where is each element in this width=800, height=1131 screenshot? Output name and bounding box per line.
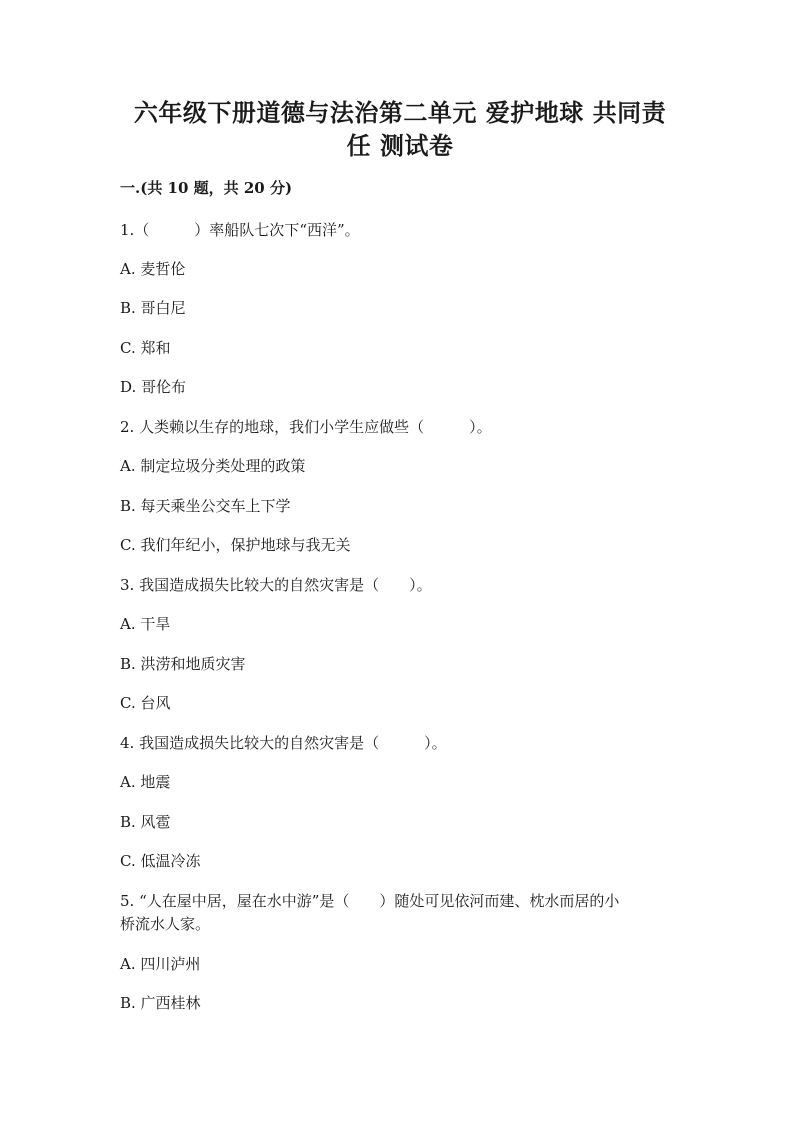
question-3-option-c: C. 台风 [120, 694, 171, 712]
question-5-option-b: B. 广西桂林 [120, 994, 201, 1012]
question-1-option-d: D. 哥伦布 [120, 378, 187, 396]
question-3-option-a: A. 干旱 [120, 615, 171, 633]
question-5-stem-line-1: 5. “人在屋中居，屋在水中游”是（ ）随处可见依河而建、枕水而居的小 [120, 892, 620, 910]
document-title-line-1: 六年级下册道德与法治第二单元 爱护地球 共同责 [133, 98, 667, 127]
question-2-option-a: A. 制定垃圾分类处理的政策 [120, 457, 306, 475]
question-1-option-a: A. 麦哲伦 [120, 260, 186, 278]
question-4-option-a: A. 地震 [120, 773, 171, 791]
document-title-line-2: 任 测试卷 [346, 131, 454, 160]
question-2-option-b: B. 每天乘坐公交车上下学 [120, 497, 291, 515]
question-4-option-c: C. 低温冷冻 [120, 852, 201, 870]
question-3-option-b: B. 洪涝和地质灾害 [120, 655, 246, 673]
question-5-stem-line-2: 桥流水人家。 [120, 915, 211, 933]
question-1-option-c: C. 郑和 [120, 339, 171, 357]
question-2-option-c: C. 我们年纪小，保护地球与我无关 [120, 536, 351, 554]
section-heading: 一.(共 10 题，共 20 分) [120, 179, 293, 197]
question-1-option-b: B. 哥白尼 [120, 299, 186, 317]
question-4-stem: 4. 我国造成损失比较大的自然灾害是（ ）。 [120, 734, 447, 752]
question-1-stem: 1.（ ）率船队七次下“西洋”。 [120, 221, 360, 239]
question-4-option-b: B. 风雹 [120, 813, 171, 831]
question-3-stem: 3. 我国造成损失比较大的自然灾害是（ ）。 [120, 576, 432, 594]
question-5-option-a: A. 四川泸州 [120, 955, 201, 973]
question-2-stem: 2. 人类赖以生存的地球，我们小学生应做些（ ）。 [120, 418, 492, 436]
